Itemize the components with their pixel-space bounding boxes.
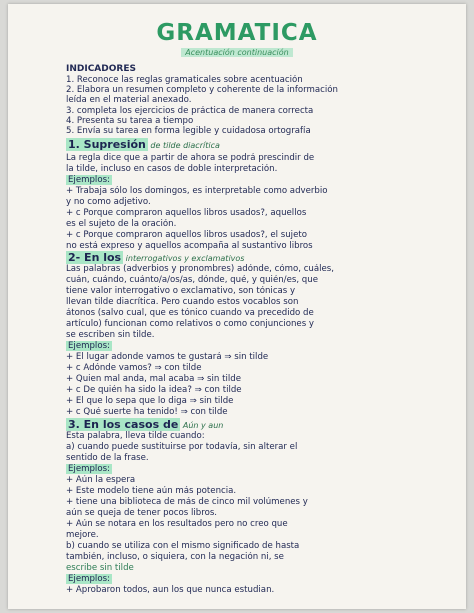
note-line: 1. Reconoce las reglas gramaticales sobre acentuación bbox=[66, 75, 303, 85]
examples-label bbox=[66, 175, 460, 185]
note-line: + Este modelo tiene aún más potencia. bbox=[66, 486, 237, 496]
examples-label bbox=[66, 464, 460, 474]
section-heading bbox=[66, 138, 460, 151]
note-line: + El lugar adonde vamos te gustará ⇒ sin tilde bbox=[66, 352, 269, 362]
note-line: átonos (salvo cual, que es tónico cuando va precedido de bbox=[66, 308, 314, 318]
section-heading-sub: de tilde diacrítica bbox=[147, 141, 220, 150]
note-line: Esta palabra, lleva tilde cuando: bbox=[66, 431, 205, 441]
note-line: sentido de la frase. bbox=[66, 453, 149, 463]
section-heading-sub: interrogativos y exclamativos bbox=[123, 254, 245, 263]
note-line: + c Qué suerte ha tenido! ⇒ con tilde bbox=[66, 407, 228, 417]
section-heading bbox=[66, 418, 460, 431]
note-line: 5. Envía su tarea en forma legible y cuidadosa ortografía bbox=[66, 126, 311, 136]
note-line: + Quien mal anda, mal acaba ⇒ sin tilde bbox=[66, 374, 241, 384]
note-line: La regla dice que a partir de ahora se podrá prescindir de bbox=[66, 153, 315, 163]
note-line: + El que lo sepa que lo diga ⇒ sin tilde bbox=[66, 396, 234, 406]
section-heading-main: 3. En los casos de bbox=[68, 418, 179, 431]
note-line: es el sujeto de la oración. bbox=[66, 219, 177, 229]
note-line: tiene valor interrogativo o exclamativo, son tónicas y bbox=[66, 286, 296, 296]
note-line: + Trabaja sólo los domingos, es interpretable como adverbio bbox=[66, 186, 328, 196]
note-line: + Aún se notara en los resultados pero no creo que bbox=[66, 519, 288, 529]
note-line: cuán, cuándo, cuánto/a/os/as, dónde, qué, y quién/es, que bbox=[66, 275, 318, 285]
note-line: escribe sin tilde bbox=[66, 563, 134, 573]
section-heading-main: 1. Supresión bbox=[68, 138, 146, 151]
note-line: y no como adjetivo. bbox=[66, 197, 151, 207]
page-subtitle: Acentuación continuación bbox=[8, 48, 466, 57]
section-heading-main: 2- En los bbox=[68, 251, 122, 264]
note-line: llevan tilde diacrítica. Pero cuando estos vocablos son bbox=[66, 297, 299, 307]
note-line: + c Porque compraron aquellos libros usados?, el sujeto bbox=[66, 230, 307, 240]
note-line: + c Porque compraron aquellos libros usados?, aquellos bbox=[66, 208, 307, 218]
note-line: no está expreso y aquellos acompaña al sustantivo libros bbox=[66, 241, 313, 251]
note-line: leída en el material anexado. bbox=[66, 95, 192, 105]
section-heading bbox=[66, 251, 460, 264]
examples-label bbox=[66, 574, 460, 584]
note-line: 3. completa los ejercicios de práctica de manera correcta bbox=[66, 106, 314, 116]
notebook-page bbox=[8, 4, 466, 609]
note-line: a) cuando puede sustituirse por todavía, sin alterar el bbox=[66, 442, 298, 452]
examples-label bbox=[66, 341, 460, 351]
examples-label-text: Ejemplos: bbox=[68, 574, 110, 584]
section-heading-sub: Aún y aun bbox=[180, 421, 224, 430]
page-title: GRAMATICA bbox=[156, 20, 318, 46]
note-line: + Aprobaron todos, aun los que nunca estudian. bbox=[66, 585, 275, 595]
note-line: también, incluso, o siquiera, con la negación ni, se bbox=[66, 552, 284, 562]
indicators-heading: INDICADORES bbox=[66, 64, 136, 74]
note-line: aún se queja de tener pocos libros. bbox=[66, 508, 218, 518]
note-line: 4. Presenta su tarea a tiempo bbox=[66, 116, 194, 126]
note-line: artículo) funcionan como relativos o como conjunciones y bbox=[66, 319, 315, 329]
note-line: mejore. bbox=[66, 530, 99, 540]
examples-label-text: Ejemplos: bbox=[68, 175, 110, 185]
note-line: 2. Elabora un resumen completo y coherente de la información bbox=[66, 85, 338, 95]
note-line: Las palabras (adverbios y pronombres) adónde, cómo, cuáles, bbox=[66, 264, 335, 274]
note-line: + c De quién ha sido la idea? ⇒ con tilde bbox=[66, 385, 242, 395]
note-line: + tiene una biblioteca de más de cinco mil volúmenes y bbox=[66, 497, 308, 507]
examples-label-text: Ejemplos: bbox=[68, 341, 110, 351]
note-line: + Aún la espera bbox=[66, 475, 136, 485]
note-line: b) cuando se utiliza con el mismo significado de hasta bbox=[66, 541, 300, 551]
note-line: la tilde, incluso en casos de doble interpretación. bbox=[66, 164, 278, 174]
note-line: se escriben sin tilde. bbox=[66, 330, 155, 340]
note-line: + c Adónde vamos? ⇒ con tilde bbox=[66, 363, 202, 373]
examples-label-text: Ejemplos: bbox=[68, 464, 110, 474]
